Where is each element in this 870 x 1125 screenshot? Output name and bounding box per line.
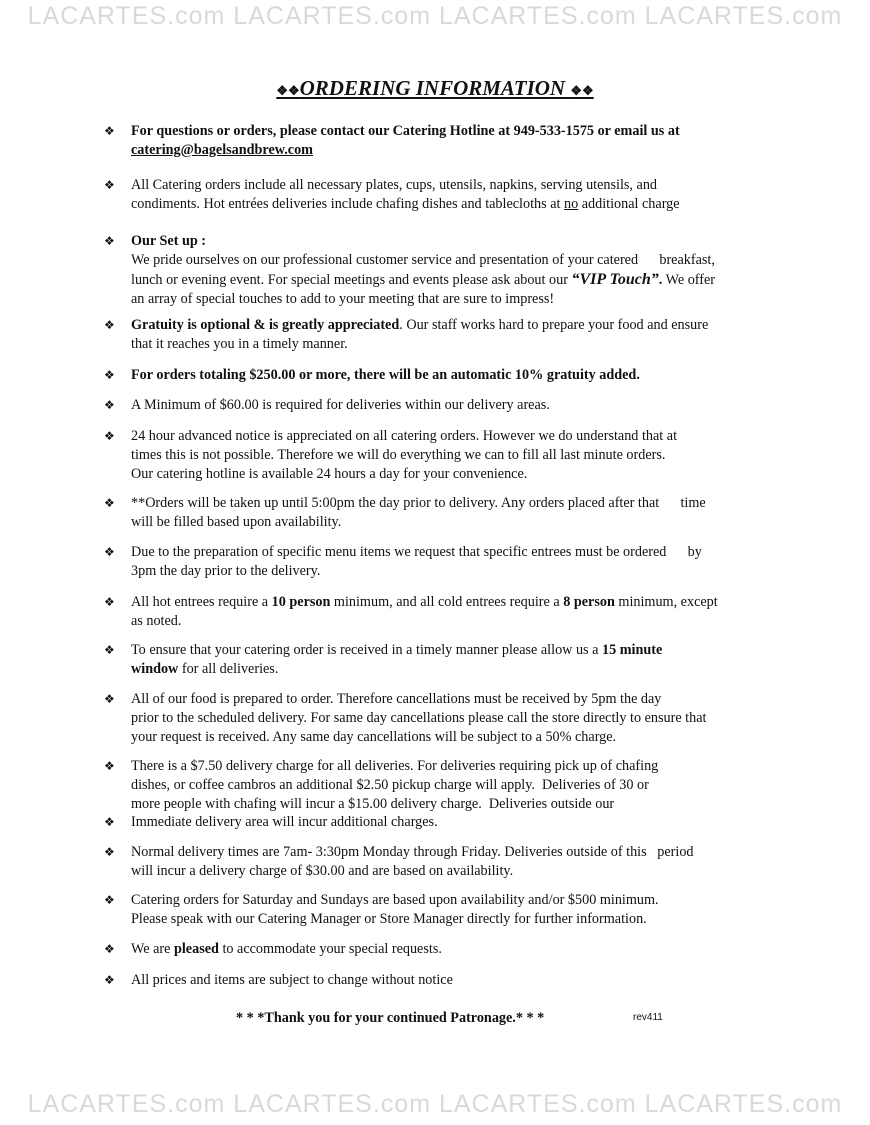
- delivery-charge-line3: more people with chafing will incur a $15.00 delivery charge. Deliveries outside our: [131, 796, 615, 812]
- setup-line2: lunch or evening event. For special meetings and events please ask about our: [131, 272, 572, 288]
- diamond-bullet-icon: ❖: [104, 318, 115, 332]
- diamond-bullet-icon: ❖: [104, 234, 115, 248]
- diamond-bullet-icon: ❖: [104, 942, 115, 956]
- setup-heading: Our Set up :: [131, 233, 207, 249]
- specific-line2: 3pm the day prior to the delivery.: [131, 563, 321, 579]
- setup-line2-end: We offer: [662, 272, 716, 288]
- included-items-line2: condiments. Hot entrées deliveries include chafing dishes and tablecloths at: [131, 196, 564, 212]
- auto-gratuity-text: For orders totaling $250.00 or more, there will be an automatic 10% gratuity added.: [131, 367, 640, 383]
- diamond-bullet-icon: ❖: [104, 178, 115, 192]
- catering-email-link[interactable]: catering@bagelsandbrew.com: [131, 142, 313, 158]
- diamond-bullet-icon: ❖: [104, 973, 115, 987]
- gratuity-bold: Gratuity is optional & is greatly appreciated: [131, 317, 400, 333]
- diamond-bullet-icon: ❖: [104, 759, 115, 773]
- person-min-e: minimum, except: [614, 594, 718, 610]
- diamond-bullet-icon: ❖: [104, 643, 115, 657]
- window-word: window: [131, 661, 179, 677]
- delivery-charge-line2: dishes, or coffee cambros an additional $2.50 pickup charge will apply. Deliveries of 30 or: [131, 777, 649, 793]
- delivery-charge-line1: There is a $7.50 delivery charge for all deliveries. For deliveries requiring pick up of chafing: [131, 758, 659, 774]
- gratuity-line1: . Our staff works hard to prepare your food and ensure: [399, 317, 709, 333]
- pleased-a: We are: [131, 941, 174, 957]
- diamond-bullet-icon: ❖: [104, 368, 115, 382]
- diamond-bullet-icon: ❖: [104, 815, 115, 829]
- notice-line2: times this is not possible. Therefore we will do everything we can to fill all last minute orders.: [131, 447, 666, 463]
- included-items-line2-end: additional charge: [578, 196, 680, 212]
- hotline-text: For questions or orders, please contact our Catering Hotline at 949-533-1575 or email us at: [131, 123, 680, 139]
- weekend-line1: Catering orders for Saturday and Sundays are based upon availability and/or $500 minimum.: [131, 892, 659, 908]
- revision-code: rev411: [633, 1012, 663, 1023]
- cancel-line3: your request is received. Any same day cancellations will be subject to a 50% charge.: [131, 729, 617, 745]
- page-title-text: ORDERING INFORMATION: [299, 76, 566, 100]
- window-line2: for all deliveries.: [178, 661, 279, 677]
- thank-you-footer: * * *Thank you for your continued Patronage.* * *: [236, 1010, 545, 1026]
- window-line1: To ensure that your catering order is received in a timely manner please allow us a: [131, 642, 602, 658]
- pleased-c: to accommodate your special requests.: [218, 941, 442, 957]
- no-emphasis: no: [563, 196, 579, 212]
- times-line2: will incur a delivery charge of $30.00 and are based on availability.: [131, 863, 514, 879]
- notice-line3: Our catering hotline is available 24 hours a day for your convenience.: [131, 466, 528, 482]
- immediate-text: Immediate delivery area will incur additional charges.: [131, 814, 438, 830]
- diamond-bullet-icon: ❖: [104, 496, 115, 510]
- cutoff-line2: will be filled based upon availability.: [131, 514, 342, 530]
- diamond-bullet-icon: ❖: [104, 124, 115, 138]
- diamond-bullet-icon: ❖: [104, 429, 115, 443]
- person-min-a: All hot entrees require a: [131, 594, 272, 610]
- notice-line1: 24 hour advanced notice is appreciated on all catering orders. However we do understand that at: [131, 428, 678, 444]
- diamond-bullet-icon: ❖: [104, 398, 115, 412]
- person-min-c: minimum, and all cold entrees require a: [330, 594, 564, 610]
- times-line1: Normal delivery times are 7am- 3:30pm Monday through Friday. Deliveries outside of this period: [131, 844, 694, 860]
- minimum-text: A Minimum of $60.00 is required for deliveries within our delivery areas.: [131, 397, 550, 413]
- setup-line1: We pride ourselves on our professional customer service and presentation of your catered breakfast,: [131, 252, 715, 268]
- window-minutes: 15 minute: [601, 642, 663, 658]
- prices-text: All prices and items are subject to change without notice: [131, 972, 453, 988]
- person-min-line2: as noted.: [131, 613, 182, 629]
- page-title: [0, 76, 870, 101]
- watermark-top: LACARTES.com LACARTES.com LACARTES.com LACARTES.com: [27, 2, 843, 30]
- included-items-line1: All Catering orders include all necessary plates, cups, utensils, napkins, serving utensils, and: [131, 177, 658, 193]
- diamond-bullet-icon: ❖: [104, 845, 115, 859]
- diamond-bullet-icon: ❖: [104, 893, 115, 907]
- cancel-line2: prior to the scheduled delivery. For same day cancellations please call the store directly to ensure that: [131, 710, 707, 726]
- vip-touch-label: “VIP Touch”: [571, 271, 659, 288]
- watermark-bottom: LACARTES.com LACARTES.com LACARTES.com LACARTES.com: [27, 1090, 843, 1118]
- cold-person-count: 8 person: [563, 594, 615, 610]
- diamond-bullet-icon: ❖: [104, 692, 115, 706]
- diamond-ornament-icon: ❖❖: [570, 83, 594, 98]
- diamond-bullet-icon: ❖: [104, 545, 115, 559]
- pleased-word: pleased: [173, 941, 219, 957]
- hot-person-count: 10 person: [271, 594, 331, 610]
- specific-line1: Due to the preparation of specific menu items we request that specific entrees must be ordered by: [131, 544, 702, 560]
- gratuity-line2: that it reaches you in a timely manner.: [131, 336, 348, 352]
- cancel-line1: All of our food is prepared to order. Therefore cancellations must be received by 5pm the day: [131, 691, 662, 707]
- diamond-ornament-icon: ❖❖: [276, 83, 300, 98]
- diamond-bullet-icon: ❖: [104, 595, 115, 609]
- setup-line2-period: .: [658, 272, 663, 288]
- cutoff-line1: **Orders will be taken up until 5:00pm the day prior to delivery. Any orders placed after that time: [131, 495, 706, 511]
- setup-line3: an array of special touches to add to your meeting that are sure to impress!: [131, 291, 555, 307]
- weekend-line2: Please speak with our Catering Manager or Store Manager directly for further information.: [131, 911, 647, 927]
